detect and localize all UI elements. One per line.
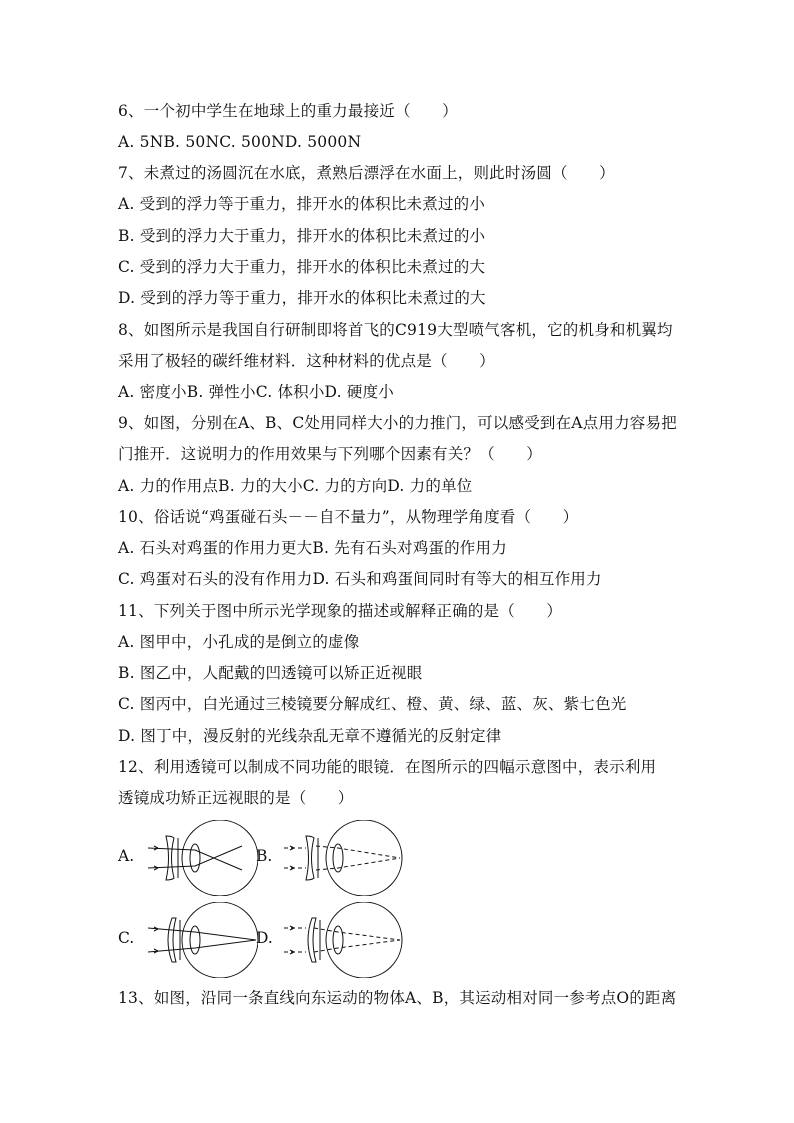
q10-options-cd: C. 鸡蛋对石头的没有作用力D. 石头和鸡蛋间同时有等大的相互作用力 (118, 570, 602, 588)
q8-stem-line2: 采用了极轻的碳纤维材料．这种材料的优点是（ ） (118, 352, 495, 370)
q9-options: A. 力的作用点B. 力的大小C. 力的方向D. 力的单位 (118, 477, 473, 495)
q9-stem-line1: 9、如图，分别在A、B、C处用同样大小的力推门，可以感受到在A点用力容易把 (118, 414, 677, 432)
q10-stem: 10、俗话说“鸡蛋碰石头－－自不量力”，从物理学角度看（ ） (118, 508, 579, 526)
concave-lens-icon (306, 836, 314, 880)
q12-label-b: B. (256, 847, 273, 865)
q7-option-b: B. 受到的浮力大于重力，排开水的体积比未煮过的小 (118, 227, 486, 245)
q12-label-d: D. (256, 929, 273, 947)
crystalline-lens-icon (333, 926, 343, 954)
eye-diagram-b (276, 820, 404, 896)
q11-option-a: A. 图甲中，小孔成的是倒立的虚像 (118, 633, 360, 651)
q12-label-a: A. (118, 847, 135, 865)
q6-options: A. 5NB. 50NC. 500ND. 5000N (118, 133, 362, 151)
q11-option-d: D. 图丁中，漫反射的光线杂乱无章不遵循光的反射定律 (118, 727, 502, 745)
q7-option-a: A. 受到的浮力等于重力，排开水的体积比未煮过的小 (118, 195, 486, 213)
q6-stem: 6、一个初中学生在地球上的重力最接近（ ） (118, 102, 458, 120)
q7-option-d: D. 受到的浮力等于重力，排开水的体积比未煮过的大 (118, 289, 486, 307)
q11-stem: 11、下列关于图中所示光学现象的描述或解释正确的是（ ） (118, 602, 563, 620)
q8-stem-line1: 8、如图所示是我国自行研制即将首飞的C919大型喷气客机，它的机身和机翼均 (118, 321, 673, 339)
q12-label-c: C. (118, 929, 135, 947)
convex-lens-icon (168, 918, 176, 962)
q7-option-c: C. 受到的浮力大于重力，排开水的体积比未煮过的大 (118, 258, 486, 276)
eye-diagram-c (138, 902, 258, 978)
convex-lens-icon (308, 918, 316, 962)
crystalline-lens-icon (190, 926, 200, 954)
q13-stem-line1: 13、如图，沿同一条直线向东运动的物体A、B，其运动相对同一参考点O的距离 (118, 989, 677, 1007)
q10-options-ab: A. 石头对鸡蛋的作用力更大B. 先有石头对鸡蛋的作用力 (118, 539, 507, 557)
eye-diagram-a (138, 820, 258, 896)
q7-stem: 7、未煮过的汤圆沉在水底，煮熟后漂浮在水面上，则此时汤圆（ ） (118, 164, 615, 182)
q11-option-b: B. 图乙中，人配戴的凹透镜可以矫正近视眼 (118, 664, 423, 682)
q12-stem-line1: 12、利用透镜可以制成不同功能的眼镜．在图所示的四幅示意图中，表示利用 (118, 758, 657, 776)
q11-option-c: C. 图丙中，白光通过三棱镜要分解成红、橙、黄、绿、蓝、灰、紫七色光 (118, 695, 627, 713)
concave-lens-icon (166, 836, 174, 880)
eye-diagram-d (276, 902, 404, 978)
q12-stem-line2: 透镜成功矫正远视眼的是（ ） (118, 789, 354, 807)
q9-stem-line2: 门推开．这说明力的作用效果与下列哪个因素有关？（ ） (118, 445, 542, 463)
q8-options: A. 密度小B. 弹性小C. 体积小D. 硬度小 (118, 383, 394, 401)
crystalline-lens-icon (190, 844, 200, 872)
